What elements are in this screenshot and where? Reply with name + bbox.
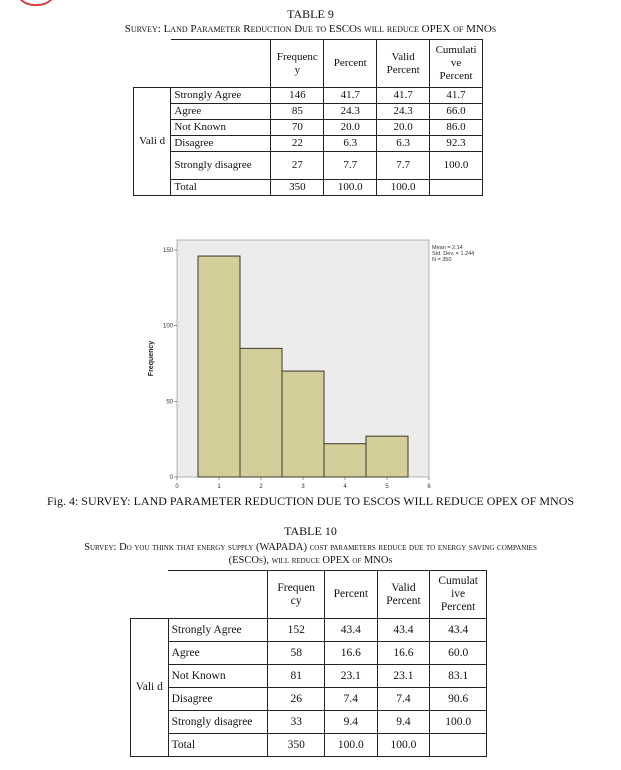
table10-cell-label: Total	[168, 734, 268, 757]
table9-header-row	[134, 40, 483, 88]
table10-cell-valid-percent: 100.0	[377, 734, 430, 757]
table9-cell-frequency: 27	[271, 152, 324, 180]
table9-cell-cumulative-percent: 92.3	[430, 136, 483, 152]
table10-header-frequency: Frequen cy	[268, 571, 325, 619]
histogram-bar	[198, 256, 240, 477]
table9-title: TABLE 9	[287, 7, 334, 21]
table10-cell-label: Disagree	[168, 688, 268, 711]
table9-cell-label: Total	[171, 180, 271, 196]
table10-cell-frequency: 81	[268, 665, 325, 688]
x-tick-label: 3	[301, 484, 305, 490]
table10-row-group-label: Vali d	[131, 619, 169, 757]
table10-row	[131, 665, 487, 688]
table9-cell-valid-percent: 41.7	[377, 88, 430, 104]
table10-cell-valid-percent: 23.1	[377, 665, 430, 688]
table9-row-group-label: Vali d	[134, 88, 171, 196]
table10-cell-label: Not Known	[168, 665, 268, 688]
table10-cell-percent: 100.0	[325, 734, 378, 757]
table9	[133, 39, 483, 196]
x-tick-label: 2	[259, 484, 263, 490]
table10-cell-label: Strongly Agree	[168, 619, 268, 642]
table9-cell-label: Not Known	[171, 120, 271, 136]
table9-row	[134, 88, 483, 104]
table10-cell-cumulative-percent: 43.4	[430, 619, 487, 642]
table9-cell-frequency: 22	[271, 136, 324, 152]
table9-cell-frequency: 70	[271, 120, 324, 136]
histogram-bar	[282, 371, 324, 477]
table10-cell-percent: 7.4	[325, 688, 378, 711]
stats-line: N = 350	[432, 257, 452, 263]
x-tick-label: 0	[175, 484, 179, 490]
table10-cell-label: Strongly disagree	[168, 711, 268, 734]
table9-cell-label: Strongly disagree	[171, 152, 271, 180]
stats-line: Mean = 2.14	[432, 245, 463, 251]
table9-row	[134, 120, 483, 136]
table10-cell-cumulative-percent: 100.0	[430, 711, 487, 734]
table10-cell-label: Agree	[168, 642, 268, 665]
table10	[130, 570, 487, 757]
x-tick-label: 5	[385, 484, 389, 490]
y-tick-label: 0	[169, 475, 173, 481]
histogram-bar	[366, 436, 408, 477]
table9-row	[134, 180, 483, 196]
y-axis-label: Frequency	[148, 340, 155, 377]
table9-cell-percent: 41.7	[324, 88, 377, 104]
table9-cell-frequency: 350	[271, 180, 324, 196]
histogram-chart	[140, 230, 475, 495]
table9-cell-percent: 100.0	[324, 180, 377, 196]
y-tick-label: 50	[166, 399, 173, 406]
table9-cell-cumulative-percent: 41.7	[430, 88, 483, 104]
table9-cell-cumulative-percent	[430, 180, 483, 196]
table9-cell-cumulative-percent: 66.0	[430, 104, 483, 120]
table9-cell-label: Strongly Agree	[171, 88, 271, 104]
table9-subtitle: Survey: Land Parameter Reduction Due to ESCOs will reduce OPEX of MNOs	[124, 23, 497, 35]
table9-cell-frequency: 85	[271, 104, 324, 120]
stats-line: Std. Dev. = 1.244	[432, 251, 475, 257]
table9-row	[134, 152, 483, 180]
table9-cell-valid-percent: 24.3	[377, 104, 430, 120]
table10-cell-cumulative-percent	[430, 734, 487, 757]
figure-caption: Fig. 4: SURVEY: LAND PARAMETER REDUCTION DUE TO ESCOS WILL REDUCE OPEX OF MNOS	[46, 494, 575, 508]
table10-cell-cumulative-percent: 83.1	[430, 665, 487, 688]
table10-cell-frequency: 152	[268, 619, 325, 642]
table9-cell-label: Agree	[171, 104, 271, 120]
y-tick-label: 100	[162, 323, 173, 330]
table10-row	[131, 688, 487, 711]
logo-mark	[14, 0, 58, 6]
y-tick-label: 150	[162, 248, 173, 254]
table10-cell-frequency: 58	[268, 642, 325, 665]
table10-row	[131, 711, 487, 734]
histogram-bar	[240, 348, 282, 477]
table10-cell-frequency: 26	[268, 688, 325, 711]
table10-cell-valid-percent: 43.4	[377, 619, 430, 642]
table9-header-frequency: Frequenc y	[271, 40, 324, 88]
table10-subtitle-line1: Survey: Do you think that energy supply (WAPADA) cost parameters reduce due to energy saving companies	[84, 542, 537, 553]
table10-header-percent: Percent	[325, 571, 378, 619]
table9-cell-cumulative-percent: 100.0	[430, 152, 483, 180]
table9-cell-valid-percent: 20.0	[377, 120, 430, 136]
table9-cell-percent: 24.3	[324, 104, 377, 120]
table10-row	[131, 734, 487, 757]
table10-cell-frequency: 33	[268, 711, 325, 734]
table9-cell-percent: 7.7	[324, 152, 377, 180]
table10-cell-percent: 16.6	[325, 642, 378, 665]
table9-cell-percent: 6.3	[324, 136, 377, 152]
table9-cell-valid-percent: 100.0	[377, 180, 430, 196]
histogram-svg	[140, 230, 475, 495]
table10-cell-percent: 23.1	[325, 665, 378, 688]
table10-cell-valid-percent: 9.4	[377, 711, 430, 734]
table9-row	[134, 104, 483, 120]
table10-cell-cumulative-percent: 90.6	[430, 688, 487, 711]
table10-cell-percent: 9.4	[325, 711, 378, 734]
table10-cell-frequency: 350	[268, 734, 325, 757]
x-tick-label: 4	[343, 484, 347, 490]
table9-header-percent: Percent	[324, 40, 377, 88]
table10-cell-percent: 43.4	[325, 619, 378, 642]
histogram-bar	[324, 444, 366, 477]
table10-cell-valid-percent: 16.6	[377, 642, 430, 665]
table9-header-valid-percent: Valid Percent	[377, 40, 430, 88]
table9-header-cumulative-percent: Cumulati ve Percent	[430, 40, 483, 88]
table9-cell-frequency: 146	[271, 88, 324, 104]
table10-row	[131, 642, 487, 665]
table10-header-valid-percent: Valid Percent	[377, 571, 430, 619]
table10-cell-valid-percent: 7.4	[377, 688, 430, 711]
table9-cell-valid-percent: 6.3	[377, 136, 430, 152]
table9-cell-percent: 20.0	[324, 120, 377, 136]
table10-title: TABLE 10	[284, 524, 337, 538]
table9-cell-cumulative-percent: 86.0	[430, 120, 483, 136]
table10-header-cumulative-percent: Cumulat ive Percent	[430, 571, 487, 619]
table10-row	[131, 619, 487, 642]
table9-row	[134, 136, 483, 152]
table9-cell-label: Disagree	[171, 136, 271, 152]
x-tick-label: 1	[217, 484, 221, 490]
table10-subtitle-line2: (ESCOs), will reduce OPEX of MNOs	[228, 555, 393, 566]
table10-cell-cumulative-percent: 60.0	[430, 642, 487, 665]
x-tick-label: 6	[427, 484, 431, 490]
table9-cell-valid-percent: 7.7	[377, 152, 430, 180]
table10-header-row	[131, 571, 487, 619]
